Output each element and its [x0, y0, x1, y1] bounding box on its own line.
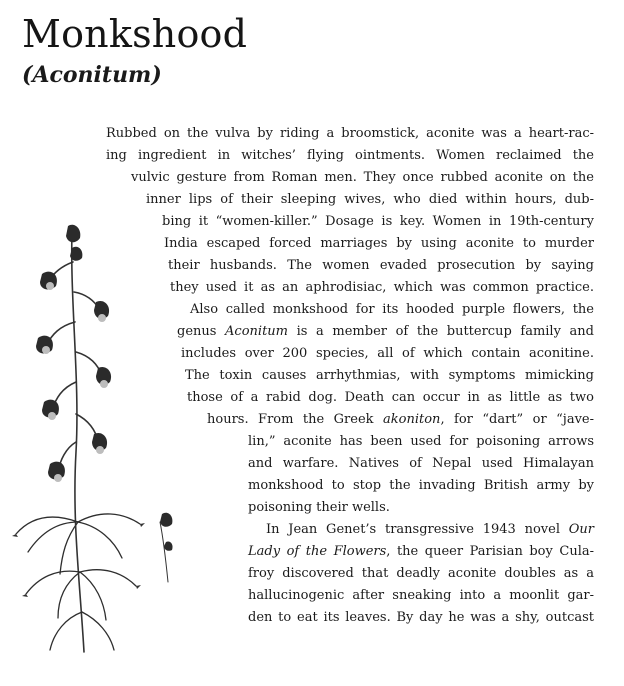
text-line: includes over 200 species, all of which contain aconitine.: [181, 346, 594, 361]
text-line: those of a rabid dog. Death can occur in as little as two: [187, 390, 594, 405]
text-line: hallucinogenic after sneaking into a moonlit gar-: [248, 588, 594, 603]
text-line: lin,” aconite has been used for poisoning arrows: [248, 434, 594, 449]
page-subtitle: (Aconitum): [22, 62, 162, 88]
text-line: bing it “women-killer.” Dosage is key. Women in 19th-century: [162, 214, 594, 229]
text-line: India escaped forced marriages by using aconite to murder: [164, 236, 594, 251]
text-line: In Jean Genet’s transgressive 1943 novel Our: [266, 522, 594, 537]
italic-term: akoniton: [383, 412, 441, 427]
text-line: ing ingredient in witches’ flying ointments. Women reclaimed the: [106, 148, 594, 163]
text-line: their husbands. The women evaded prosecution by saying: [168, 258, 594, 273]
text-line: they used it as an aphrodisiac, which was common practice.: [170, 280, 594, 295]
text-line: inner lips of their sleeping wives, who died within hours, dub-: [146, 192, 594, 207]
text-line: Also called monkshood for its hooded purple flowers, the: [190, 302, 594, 317]
text-line: froy discovered that deadly aconite doubles as a: [248, 566, 594, 581]
italic-term: Aconitum: [225, 324, 288, 339]
text-line: poisoning their wells.: [248, 500, 390, 515]
text-line: den to eat its leaves. By day he was a shy, outcast: [248, 610, 594, 625]
italic-term: Lady of the Flowers: [248, 544, 387, 559]
text-line: vulvic gesture from Roman men. They once rubbed aconite on the: [131, 170, 594, 185]
text-line: genus Aconitum is a member of the buttercup family and: [177, 324, 594, 339]
monkshood-illustration: [10, 222, 200, 662]
text-line: Lady of the Flowers, the queer Parisian boy Cula-: [248, 544, 594, 559]
page-title: Monkshood: [22, 12, 248, 56]
text-line: hours. From the Greek akoniton, for “dart” or “jave-: [207, 412, 594, 427]
italic-term: Our: [568, 522, 594, 537]
text-line: and warfare. Natives of Nepal used Himalayan: [248, 456, 594, 471]
text-line: monkshood to stop the invading British army by: [248, 478, 594, 493]
text-line: Rubbed on the vulva by riding a broomstick, aconite was a heart-rac-: [106, 126, 594, 141]
text-line: The toxin causes arrhythmias, with symptoms mimicking: [185, 368, 594, 383]
